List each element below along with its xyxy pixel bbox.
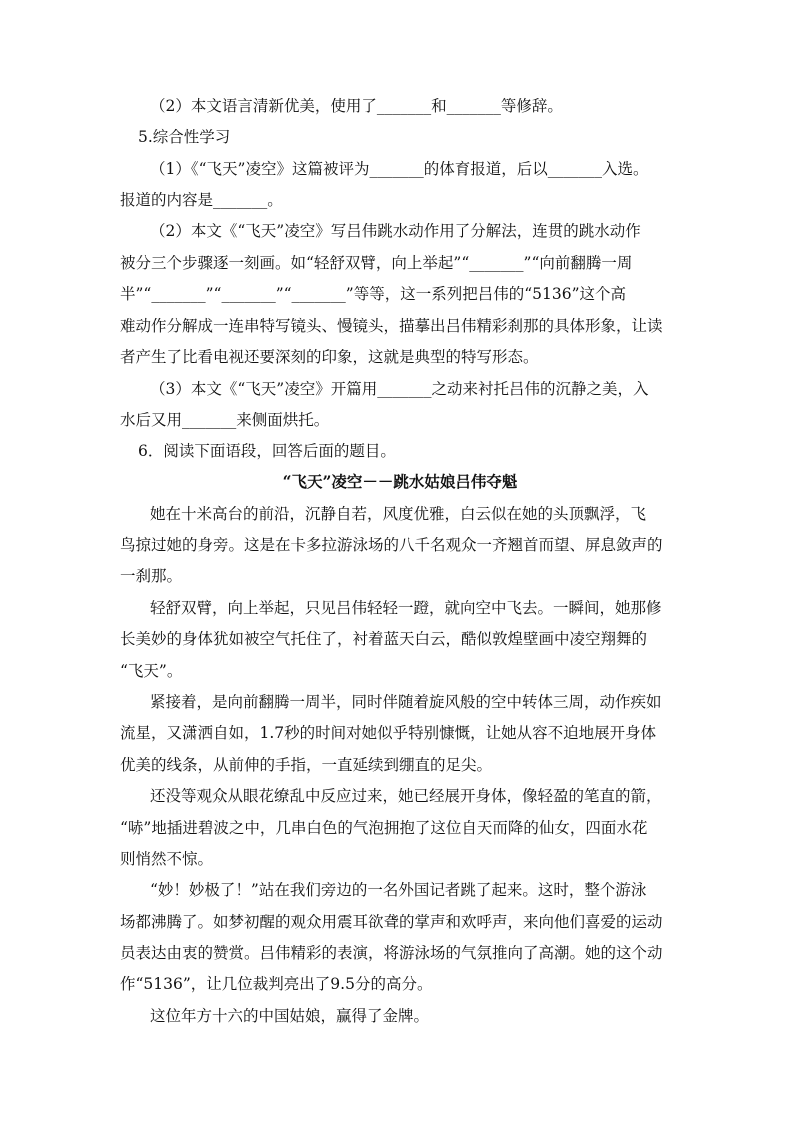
q5-item1-line2: 报道的内容是_______。 (120, 191, 283, 209)
passage-p1-line3: 一刹那。 (120, 567, 183, 585)
q5-item2-line3: 半”“_______”“_______”“_______”等等，这一系列把吕伟的“5136”这个高 (120, 285, 627, 303)
passage-p5-line3: 员表达由衷的赞赏。吕伟精彩的表演，将游泳场的气氛推向了高潮。她的这个动 (120, 944, 663, 962)
q5-item2-line2: 被分三个步骤逐一刻画。如“轻舒双臂，向上举起”“_______”“向前翻腾一周 (120, 254, 633, 272)
q6-heading: 6．阅读下面语段，回答后面的题目。 (138, 442, 396, 460)
passage-p3-line3: 优美的线条，从前伸的手指，一直延续到绷直的足尖。 (120, 756, 493, 774)
passage-p4-line2: “哧”地插进碧波之中，几串白色的气泡拥抱了这位自天而降的仙女，四面水花 (120, 819, 648, 837)
passage-p5-line1: “妙！妙极了！”站在我们旁边的一名外国记者跳了起来。这时，整个游泳 (150, 881, 647, 899)
passage-p4-line3: 则悄然不惊。 (120, 850, 214, 868)
q5-item3-line2: 水后又用_______来侧面烘托。 (120, 411, 330, 429)
passage-p5-line2: 场都沸腾了。如梦初醒的观众用震耳欲聋的掌声和欢呼声，来向他们喜爱的运动 (120, 913, 663, 931)
passage-p1-line1: 她在十米高台的前沿，沉静自若，风度优雅，白云似在她的头顶飘浮，飞 (150, 505, 647, 523)
q5-item2-line4: 难动作分解成一连串特写镜头、慢镜头，描摹出吕伟精彩刹那的具体形象，让读 (120, 317, 663, 335)
passage-p3-line1: 紧接着，是向前翻腾一周半，同时伴随着旋风般的空中转体三周，动作疾如 (150, 693, 662, 711)
q5-heading: 5.综合性学习 (138, 128, 231, 146)
passage-p6-line1: 这位年方十六的中国姑娘，赢得了金牌。 (150, 1007, 430, 1025)
passage-p2-line2: 长美妙的身体犹如被空气托住了，衬着蓝天白云，酷似敦煌壁画中凌空翔舞的 (120, 630, 648, 648)
q5-item3-line1: （3）本文《“飞天”凌空》开篇用_______之动来衬托吕伟的沉静之美，入 (150, 380, 649, 398)
passage-p2-line1: 轻舒双臂，向上举起，只见吕伟轻轻一蹬，就向空中飞去。一瞬间，她那修 (150, 599, 662, 617)
passage-p2-line3: “飞天”。 (120, 662, 183, 680)
passage-p1-line2: 鸟掠过她的身旁。这是在卡多拉游泳场的八千名观众一齐翘首而望、屏息敛声的 (120, 536, 663, 554)
q4-item2: （2）本文语言清新优美，使用了_______和_______等修辞。 (150, 97, 563, 115)
passage-p5-line4: 作“5136”，让几位裁判亮出了9.5分的高分。 (120, 975, 433, 993)
passage-title: “飞天”凌空－－跳水姑娘吕伟夺魁 (282, 472, 518, 491)
q5-item1-line1: （1）《“飞天”凌空》这篇被评为_______的体育报道，后以_______入选。 (150, 160, 649, 178)
passage-p4-line1: 还没等观众从眼花缭乱中反应过来，她已经展开身体，像轻盈的笔直的箭， (150, 787, 662, 805)
q5-item2-line5: 者产生了比看电视还要深刻的印象，这就是典型的特写形态。 (120, 348, 539, 366)
passage-p3-line2: 流星，又潇洒自如，1.7秒的时间对她似乎特别慷慨，让她从容不迫地展开身体 (120, 724, 657, 742)
q5-item2-line1: （2）本文《“飞天”凌空》写吕伟跳水动作用了分解法，连贯的跳水动作 (150, 222, 641, 240)
